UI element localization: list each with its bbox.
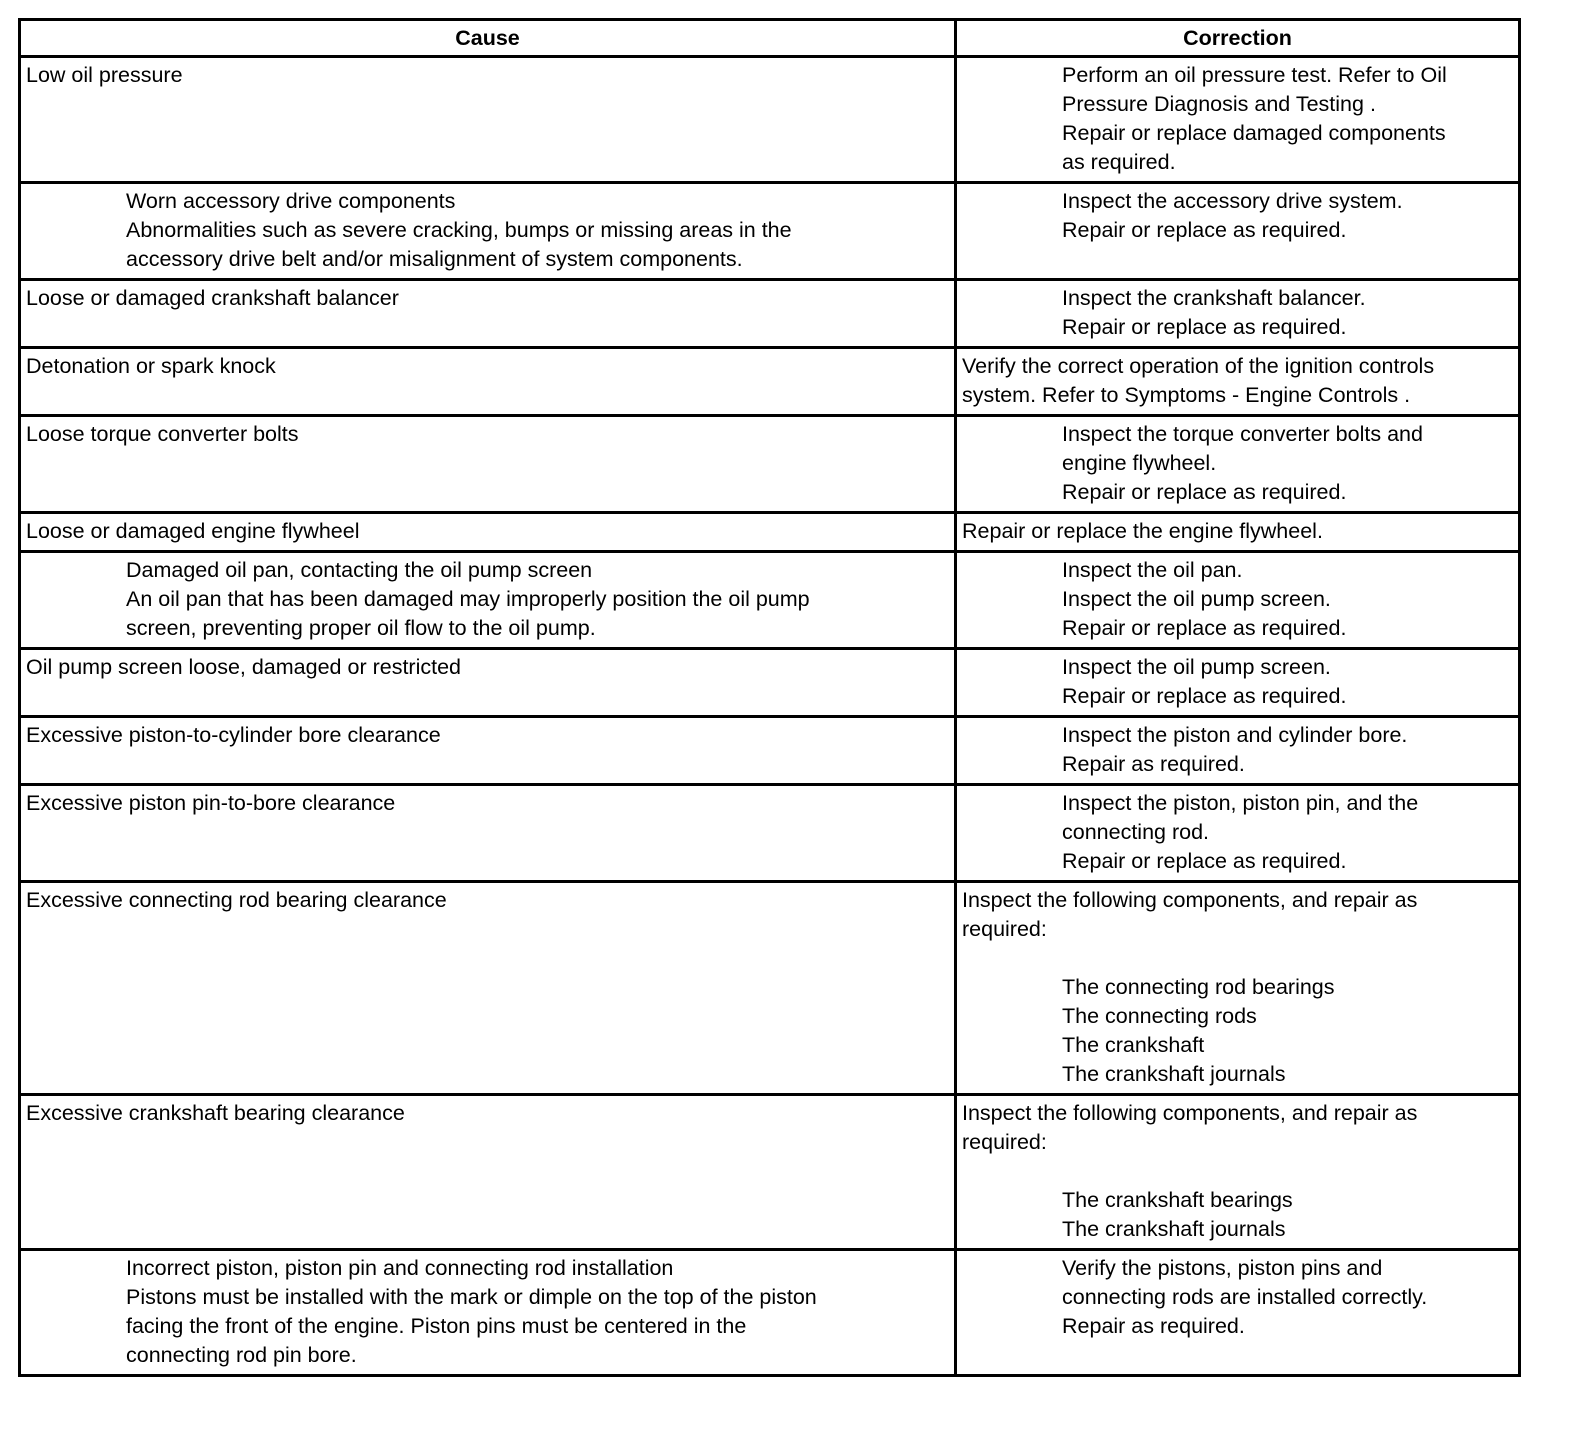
table-row <box>20 513 1520 552</box>
correction-text-line: The connecting rod bearings <box>1062 975 1335 999</box>
correction-cell <box>956 1095 1520 1250</box>
cause-cell <box>20 552 956 649</box>
cause-block <box>26 284 948 313</box>
cause-cell <box>20 882 956 1095</box>
correction-text-line: Repair as required. <box>1062 752 1245 776</box>
cause-text-line: Detonation or spark knock <box>26 354 276 378</box>
correction-text-line: Perform an oil pressure test. Refer to Oil <box>1062 63 1447 87</box>
correction-text-line: system. Refer to Symptoms - Engine Controls . <box>962 383 1411 407</box>
cause-block <box>26 1099 948 1128</box>
cause-cell <box>20 717 956 785</box>
header-cause: Cause <box>20 20 956 57</box>
correction-text-line: Inspect the torque converter bolts and <box>1062 422 1423 446</box>
table-row <box>20 1250 1520 1376</box>
correction-steps <box>962 973 1512 1089</box>
correction-steps <box>962 653 1512 711</box>
cause-block <box>26 61 948 90</box>
header-row <box>20 20 1520 57</box>
cause-cell <box>20 513 956 552</box>
correction-cell <box>956 416 1520 513</box>
table-row <box>20 882 1520 1095</box>
correction-cell <box>956 785 1520 882</box>
table-row <box>20 57 1520 183</box>
correction-cell <box>956 882 1520 1095</box>
spacer <box>962 1157 1512 1186</box>
correction-text-line: The crankshaft journals <box>1062 1217 1286 1241</box>
correction-text-line: Inspect the following components, and repair as <box>962 1101 1418 1125</box>
correction-text-line: Inspect the following components, and repair as <box>962 888 1418 912</box>
correction-cell <box>956 57 1520 183</box>
cause-text-line: Damaged oil pan, contacting the oil pump screen <box>126 558 593 582</box>
correction-text-line: Repair or replace as required. <box>1062 684 1347 708</box>
cause-block <box>26 352 948 381</box>
correction-text-line: Inspect the oil pump screen. <box>1062 655 1331 679</box>
cause-block <box>26 886 948 915</box>
correction-text-line: Verify the pistons, piston pins and <box>1062 1256 1383 1280</box>
cause-text-line: Loose or damaged engine flywheel <box>26 519 360 543</box>
correction-steps <box>962 420 1512 507</box>
table-row <box>20 649 1520 717</box>
cause-text-line: Excessive piston-to-cylinder bore clearance <box>26 723 441 747</box>
cause-block <box>26 789 948 818</box>
correction-cell <box>956 348 1520 416</box>
header-correction: Correction <box>956 20 1520 57</box>
correction-steps <box>962 1254 1512 1341</box>
correction-text <box>962 517 1512 546</box>
cause-block <box>26 1254 948 1370</box>
correction-text-line: Repair or replace as required. <box>1062 616 1347 640</box>
correction-text-line: Verify the correct operation of the ignition controls <box>962 354 1435 378</box>
cause-text-line: Excessive connecting rod bearing clearance <box>26 888 447 912</box>
correction-text-line: Inspect the oil pan. <box>1062 558 1243 582</box>
correction-text-line: connecting rod. <box>1062 820 1210 844</box>
cause-cell <box>20 416 956 513</box>
correction-cell <box>956 183 1520 280</box>
cause-text-line: Pistons must be installed with the mark or dimple on the top of the piston <box>126 1285 817 1309</box>
correction-text-line: Repair or replace as required. <box>1062 480 1347 504</box>
cause-text-line: Excessive piston pin-to-bore clearance <box>26 791 396 815</box>
cause-text-line: Oil pump screen loose, damaged or restricted <box>26 655 461 679</box>
cause-cell <box>20 785 956 882</box>
correction-text-line: Repair or replace damaged components <box>1062 121 1446 145</box>
cause-text-line: Excessive crankshaft bearing clearance <box>26 1101 405 1125</box>
correction-cell <box>956 649 1520 717</box>
table-row <box>20 416 1520 513</box>
correction-text-line: The connecting rods <box>1062 1004 1257 1028</box>
cause-cell <box>20 57 956 183</box>
correction-steps <box>962 284 1512 342</box>
correction-text-line: Repair or replace as required. <box>1062 849 1347 873</box>
diagnostic-table <box>18 18 1521 1377</box>
cause-text-line: Low oil pressure <box>26 63 183 87</box>
table-row <box>20 183 1520 280</box>
table-row <box>20 1095 1520 1250</box>
correction-text <box>962 886 1512 944</box>
correction-text-line: as required. <box>1062 150 1176 174</box>
correction-text-line: required: <box>962 1130 1047 1154</box>
correction-cell <box>956 1250 1520 1376</box>
correction-text-line: Pressure Diagnosis and Testing . <box>1062 92 1376 116</box>
cause-block <box>26 721 948 750</box>
cause-text-line: screen, preventing proper oil flow to the oil pump. <box>126 616 596 640</box>
correction-steps <box>962 1186 1512 1244</box>
cause-block <box>26 517 948 546</box>
correction-text-line: Inspect the oil pump screen. <box>1062 587 1331 611</box>
table-row <box>20 552 1520 649</box>
cause-text-line: Worn accessory drive components <box>126 189 456 213</box>
correction-steps <box>962 61 1512 177</box>
correction-text-line: Repair or replace as required. <box>1062 218 1347 242</box>
correction-text-line: The crankshaft bearings <box>1062 1188 1293 1212</box>
correction-text-line: connecting rods are installed correctly. <box>1062 1285 1428 1309</box>
correction-text-line: Repair or replace the engine flywheel. <box>962 519 1323 543</box>
correction-cell <box>956 513 1520 552</box>
table-row <box>20 348 1520 416</box>
cause-text-line: facing the front of the engine. Piston pins must be centered in the <box>126 1314 747 1338</box>
cause-cell <box>20 1250 956 1376</box>
table-row <box>20 717 1520 785</box>
correction-text <box>962 352 1512 410</box>
cause-text-line: Abnormalities such as severe cracking, bumps or missing areas in the <box>126 218 792 242</box>
cause-text-line: Loose torque converter bolts <box>26 422 299 446</box>
correction-text-line: Inspect the piston, piston pin, and the <box>1062 791 1419 815</box>
correction-text-line: The crankshaft <box>1062 1033 1205 1057</box>
correction-steps <box>962 556 1512 643</box>
cause-cell <box>20 348 956 416</box>
cause-cell <box>20 1095 956 1250</box>
cause-text-line: An oil pan that has been damaged may improperly position the oil pump <box>126 587 810 611</box>
cause-cell <box>20 649 956 717</box>
cause-block <box>26 187 948 274</box>
cause-text-line: Incorrect piston, piston pin and connecting rod installation <box>126 1256 674 1280</box>
table-row <box>20 280 1520 348</box>
correction-text-line: Repair as required. <box>1062 1314 1245 1338</box>
correction-text-line: required: <box>962 917 1047 941</box>
correction-text-line: Inspect the piston and cylinder bore. <box>1062 723 1408 747</box>
cause-cell <box>20 280 956 348</box>
cause-text-line: accessory drive belt and/or misalignment of system components. <box>126 247 743 271</box>
correction-cell <box>956 717 1520 785</box>
cause-block <box>26 420 948 449</box>
correction-text <box>962 1099 1512 1157</box>
cause-block <box>26 556 948 643</box>
cause-text-line: connecting rod pin bore. <box>126 1343 357 1367</box>
cause-block <box>26 653 948 682</box>
correction-steps <box>962 721 1512 779</box>
table-row <box>20 785 1520 882</box>
correction-text-line: engine flywheel. <box>1062 451 1217 475</box>
correction-steps <box>962 187 1512 245</box>
table-body <box>20 57 1520 1376</box>
correction-text-line: Inspect the accessory drive system. <box>1062 189 1403 213</box>
correction-text-line: Inspect the crankshaft balancer. <box>1062 286 1366 310</box>
correction-text-line: Repair or replace as required. <box>1062 315 1347 339</box>
correction-cell <box>956 280 1520 348</box>
correction-cell <box>956 552 1520 649</box>
spacer <box>962 944 1512 973</box>
correction-steps <box>962 789 1512 876</box>
correction-text-line: The crankshaft journals <box>1062 1062 1286 1086</box>
cause-text-line: Loose or damaged crankshaft balancer <box>26 286 399 310</box>
cause-cell <box>20 183 956 280</box>
